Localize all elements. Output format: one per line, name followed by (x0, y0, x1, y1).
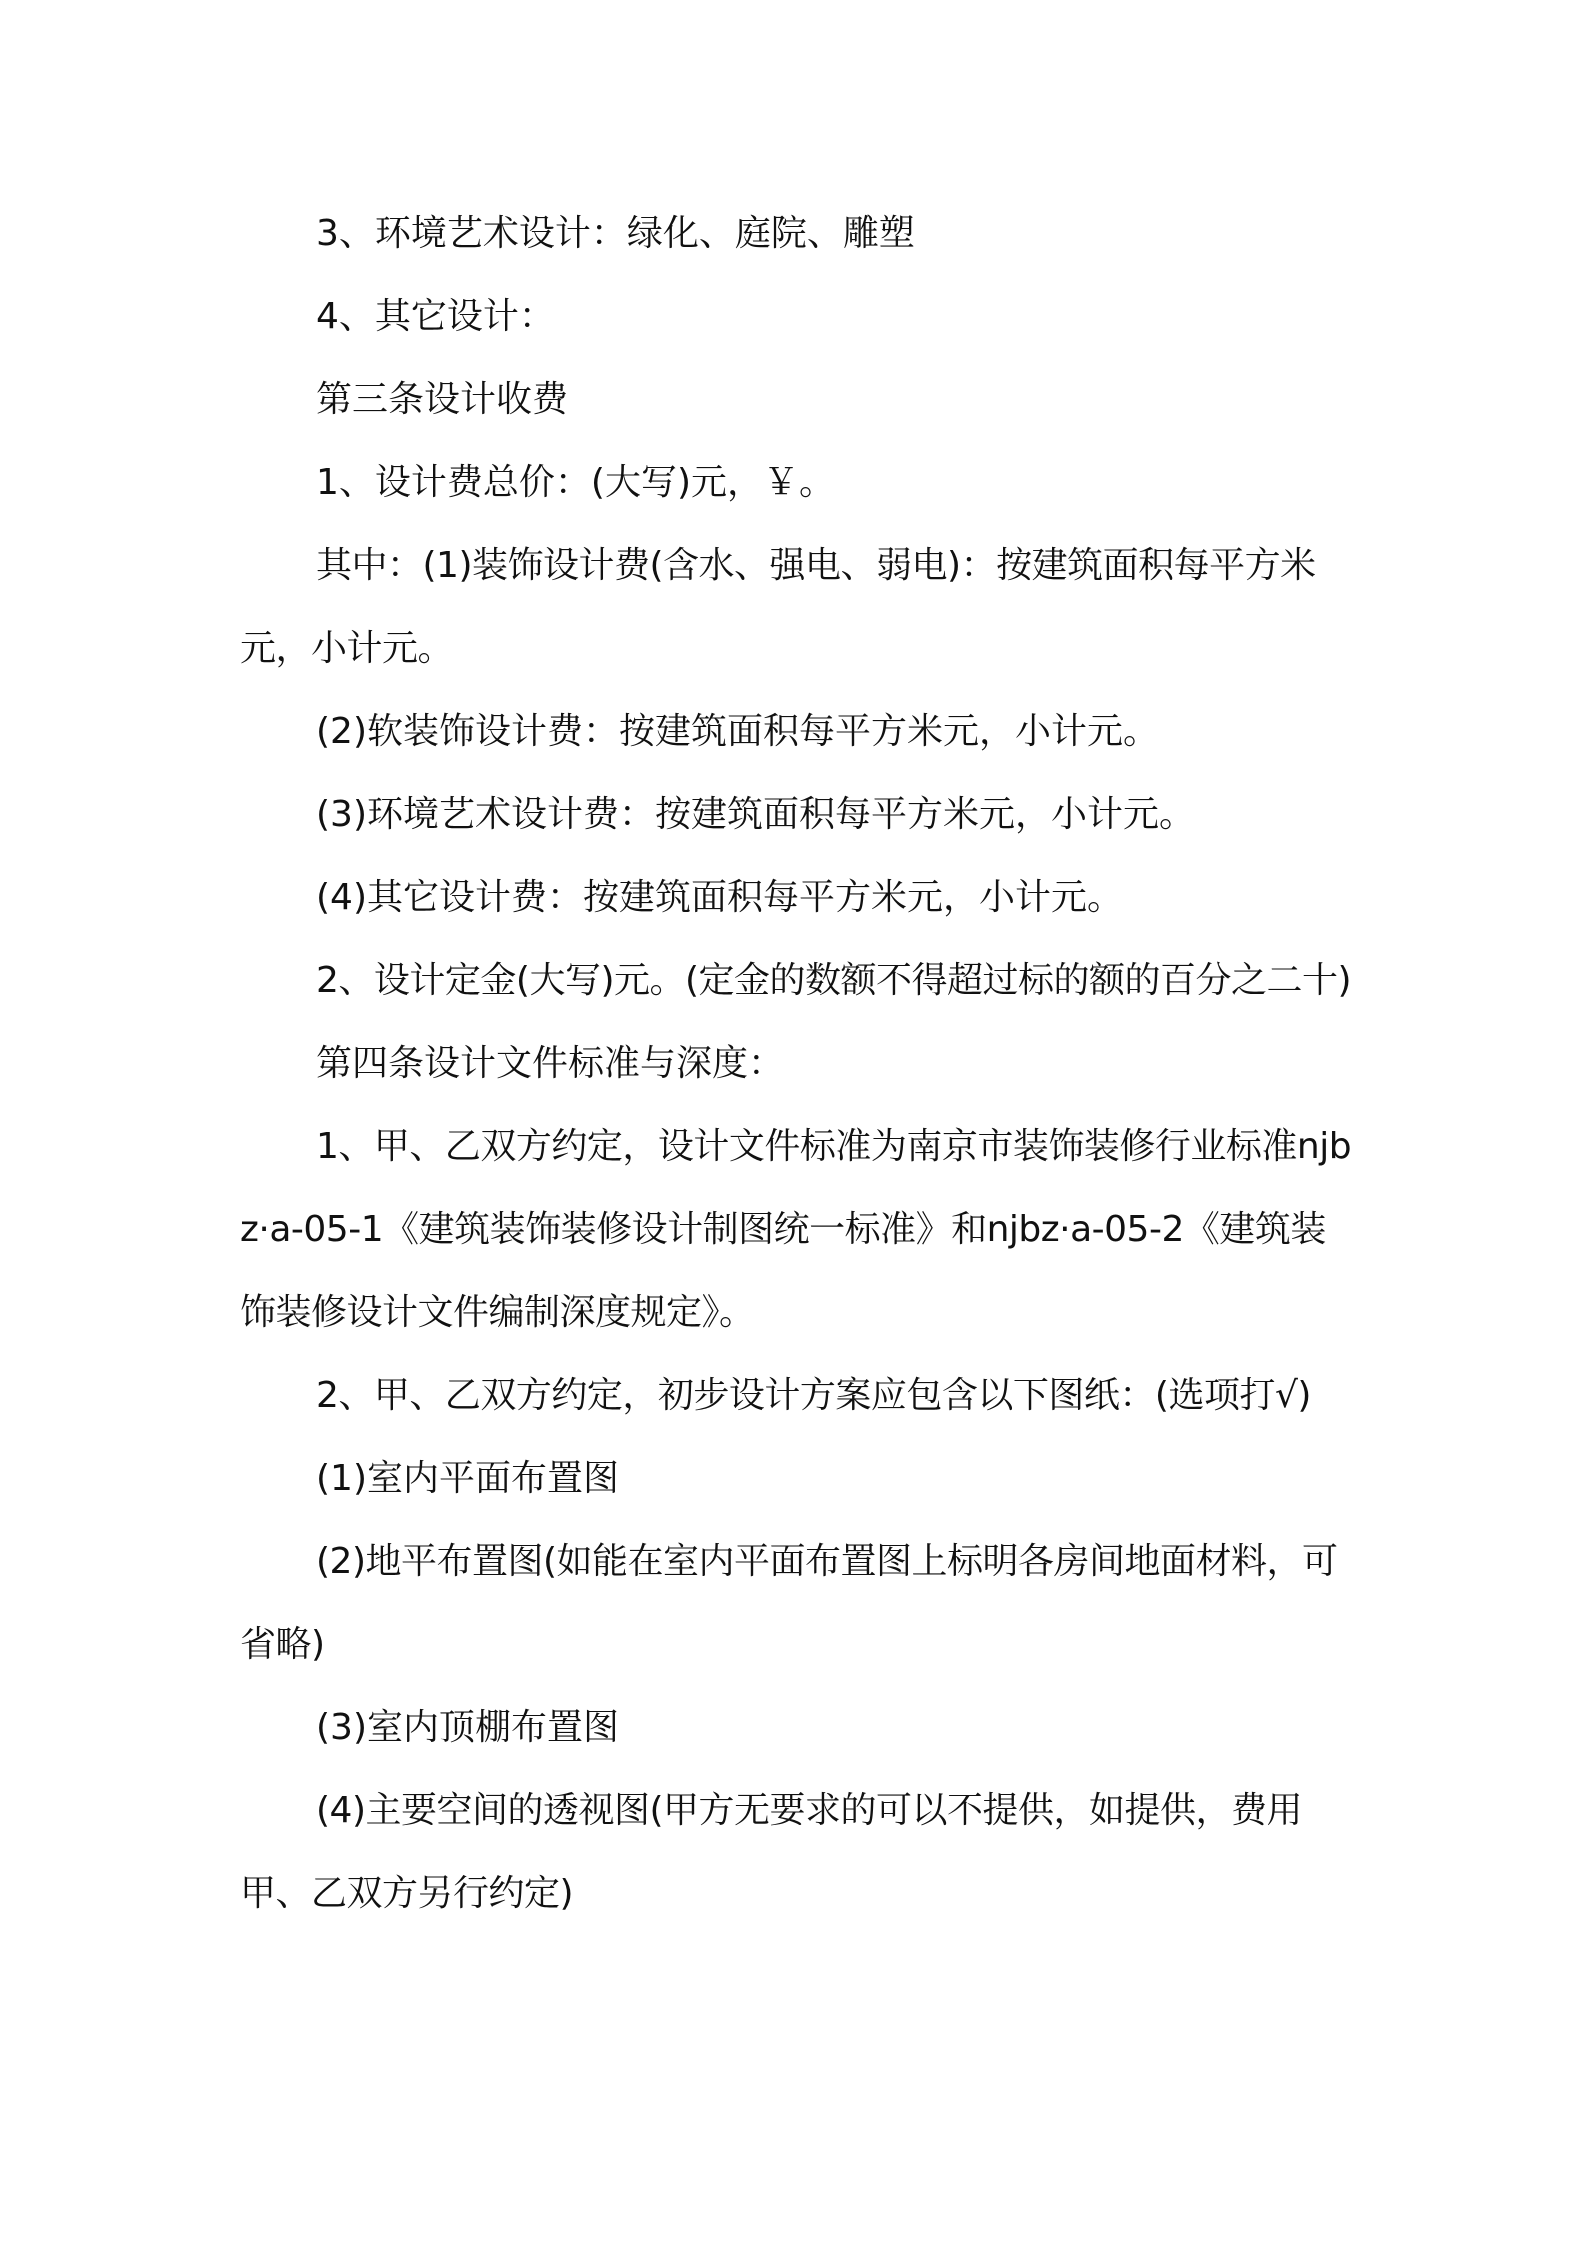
list-item-ceiling-plan: (3)室内顶棚布置图 (316, 1707, 619, 1748)
paragraph-design-deposit: 2、设计定金(大写)元。(定金的数额不得超过标的额的百分之二十) (316, 960, 1352, 1001)
document-body (240, 192, 1356, 1935)
paragraph-environment-art-design: 3、环境艺术设计：绿化、庭院、雕塑 (316, 213, 915, 254)
list-item-floor-plan: (1)室内平面布置图 (316, 1458, 619, 1499)
paragraph-design-file-standard: 1、甲、乙双方约定，设计文件标准为南京市装饰装修行业标准njbz·a-05-1《建筑装饰装修设计制图统一标准》和njbz·a-05-2《建筑装饰装修设计文件编制深度规定》。 (240, 1126, 1352, 1333)
paragraph-other-design: 4、其它设计： (316, 296, 555, 337)
list-item-floor-layout: (2)地平布置图(如能在室内平面布置图上标明各房间地面材料，可省略) (240, 1541, 1338, 1665)
list-item-perspective-drawings: (4)主要空间的透视图(甲方无要求的可以不提供，如提供，费用甲、乙双方另行约定) (240, 1790, 1303, 1914)
paragraph-decoration-design-fee: 其中：(1)装饰设计费(含水、强电、弱电)：按建筑面积每平方米元，小计元。 (240, 545, 1316, 669)
paragraph-total-design-fee: 1、设计费总价：(大写)元，￥。 (316, 462, 835, 503)
paragraph-soft-decoration-fee: (2)软装饰设计费：按建筑面积每平方米元，小计元。 (316, 711, 1159, 752)
paragraph-other-design-fee: (4)其它设计费：按建筑面积每平方米元，小计元。 (316, 877, 1123, 918)
heading-article-three: 第三条设计收费 (316, 379, 569, 420)
paragraph-environment-art-fee: (3)环境艺术设计费：按建筑面积每平方米元，小计元。 (316, 794, 1195, 835)
paragraph-preliminary-design-drawings: 2、甲、乙双方约定，初步设计方案应包含以下图纸：(选项打√) (316, 1375, 1311, 1416)
heading-article-four: 第四条设计文件标准与深度： (316, 1043, 785, 1084)
